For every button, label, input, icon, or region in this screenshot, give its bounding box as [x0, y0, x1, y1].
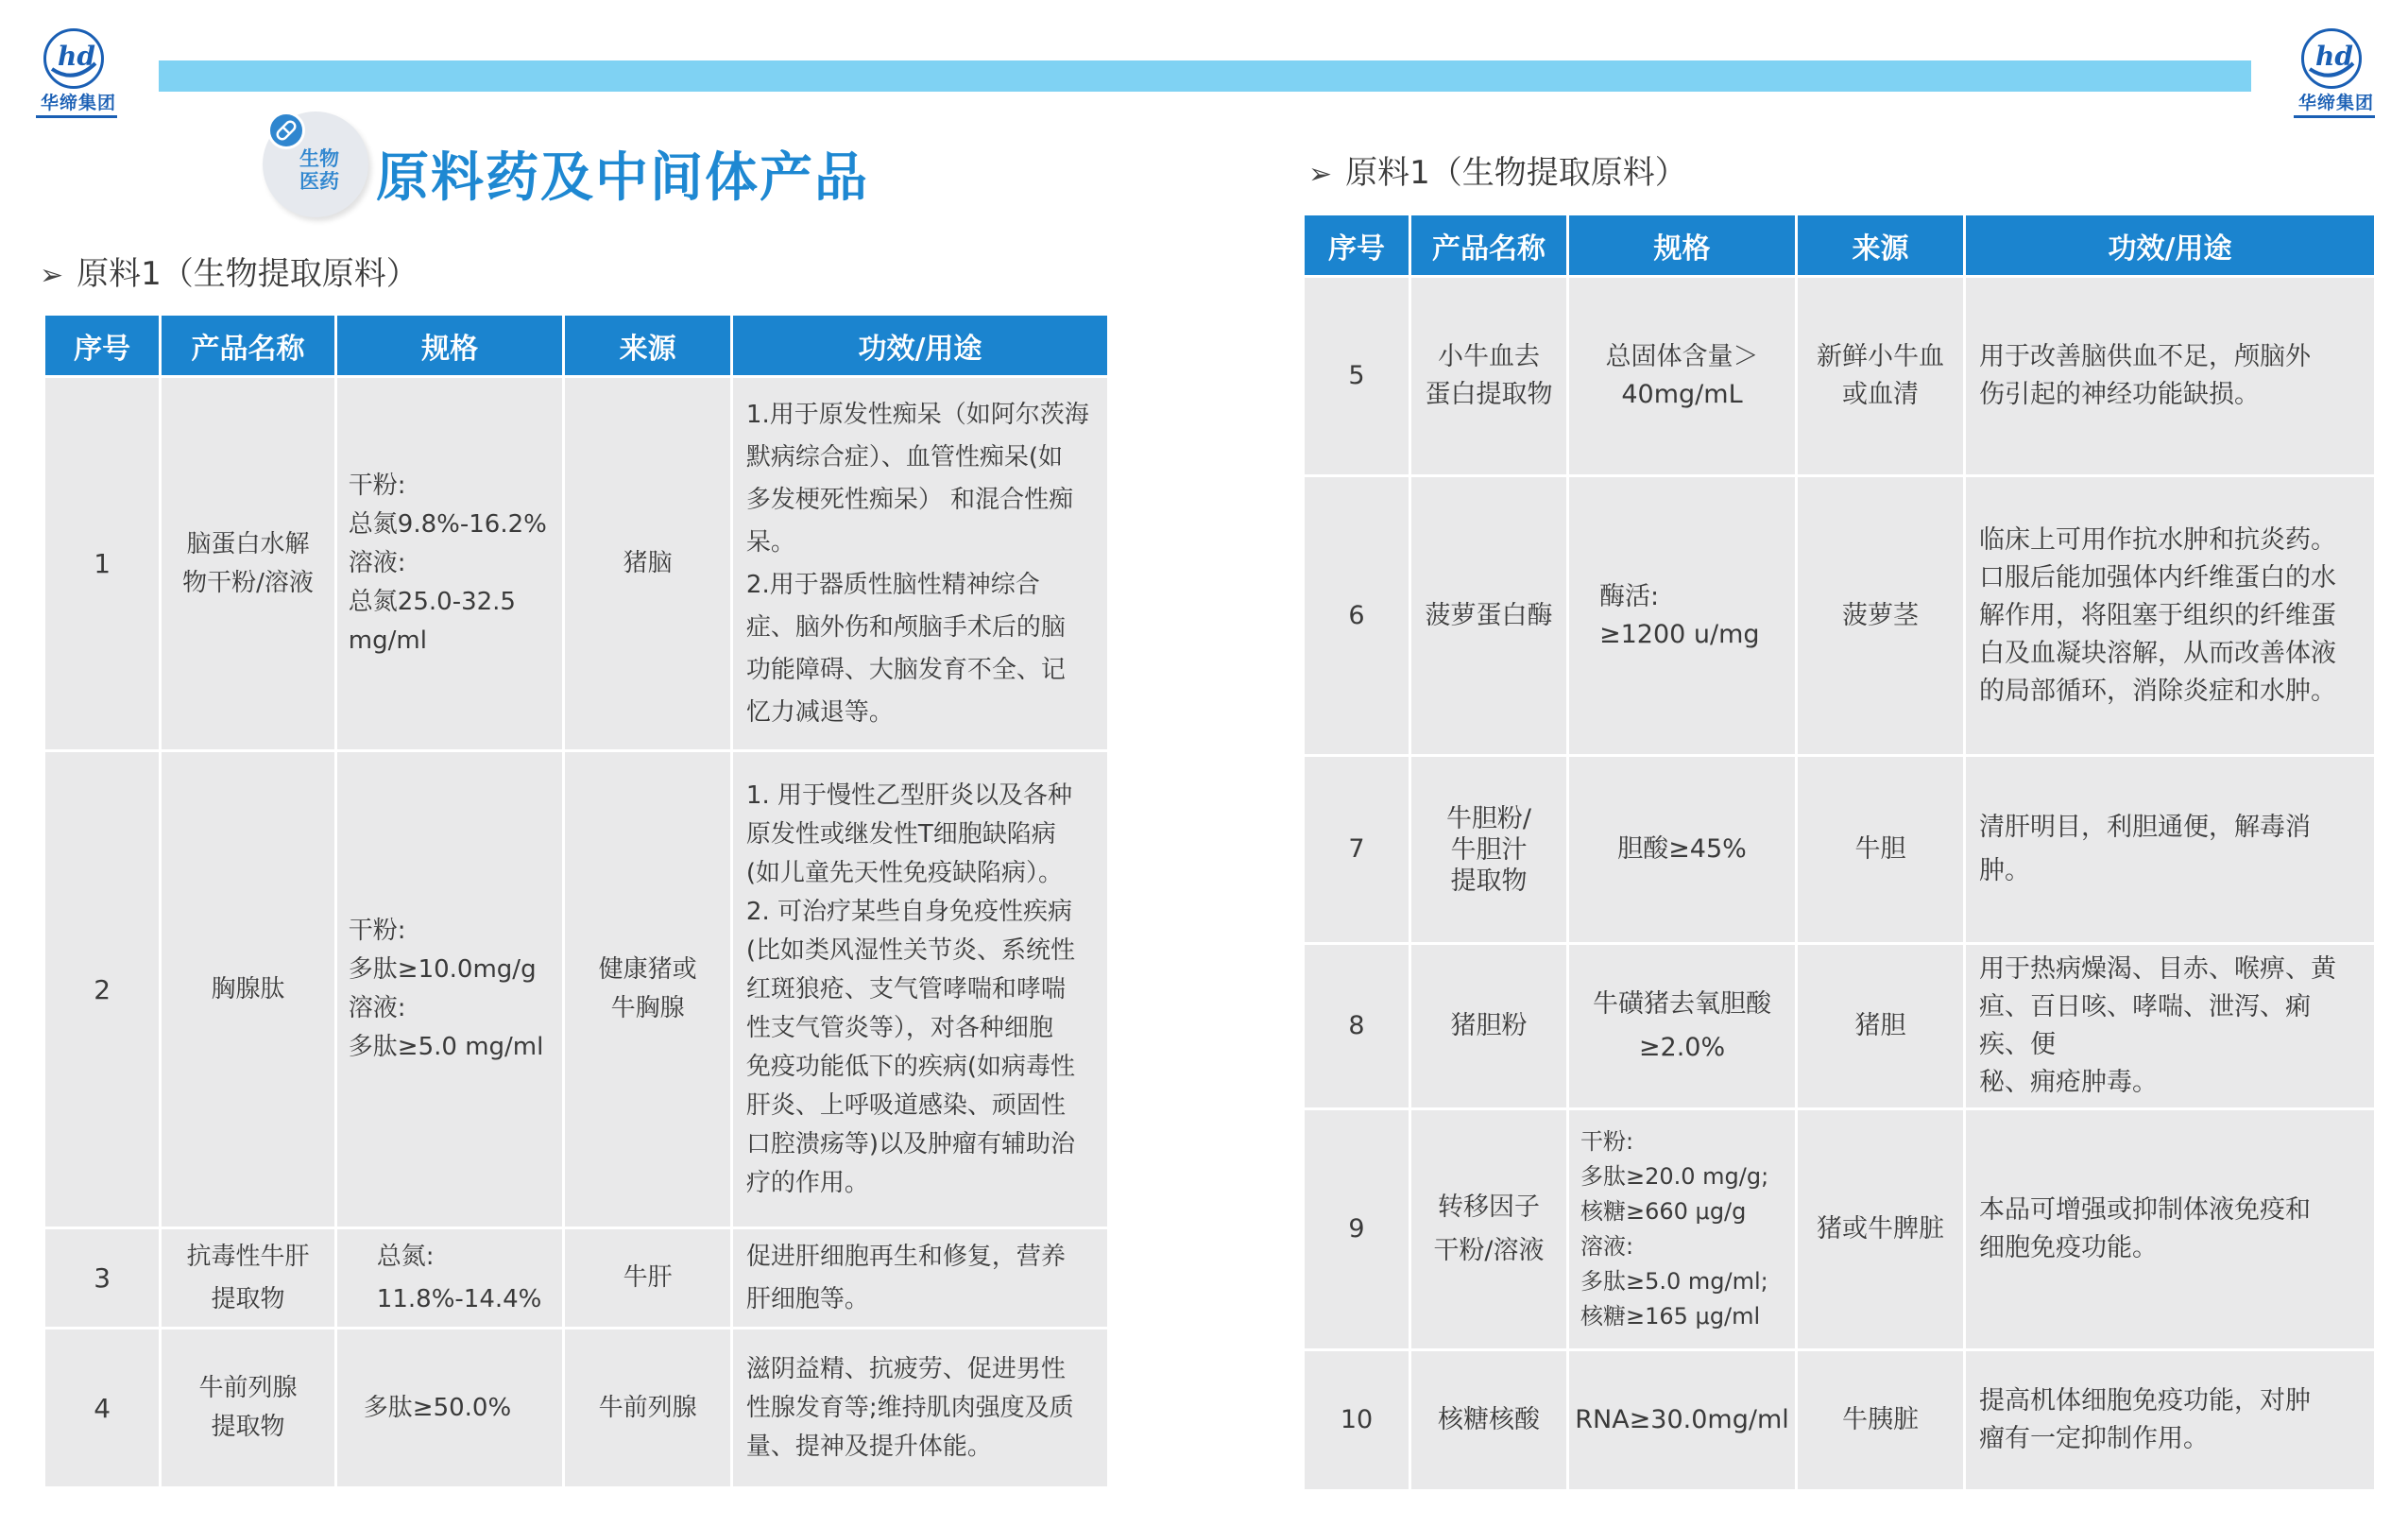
- product-spec: 总氮: 11.8%-14.4%: [337, 1229, 563, 1327]
- svg-text:hd: hd: [2315, 41, 2353, 72]
- section-title-text: 原料1（生物提取原料）: [77, 255, 418, 293]
- product-table-right: [1302, 213, 2377, 1492]
- row-number: 8: [1305, 945, 1409, 1107]
- table-row: [1305, 757, 2374, 942]
- product-source: 牛前列腺: [565, 1330, 729, 1486]
- product-source: 猪胆: [1798, 945, 1963, 1107]
- product-effect: 本品可增强或抑制体液免疫和 细胞免疫功能。: [1966, 1110, 2374, 1348]
- product-source: 牛肝: [565, 1229, 729, 1327]
- company-logo-left: [36, 28, 121, 132]
- logo-name: 华缔集团: [40, 93, 116, 113]
- col-header-effect: 功效/用途: [733, 316, 1107, 375]
- section-title-right: [1308, 146, 1687, 193]
- col-header-source: 来源: [1798, 215, 1963, 275]
- product-effect: 1. 用于慢性乙型肝炎以及各种 原发性或继发性T细胞缺陷病 (如儿童先天性免疫缺陷病）。 2. 可治疗某些自身免疫性疾病 (比如类风湿性关节炎、系统性 红斑狼疮、支气管哮喘和哮喘 性支气管炎等），对各种细胞 免疫功能低下的疾病(如病毒性 肝炎、上呼吸道感染、顽固性 口腔溃疡等)以及肿瘤有辅助治 疗的作用。: [733, 752, 1107, 1227]
- product-spec: 牛磺猪去氧胆酸 ≥2.0%: [1569, 945, 1795, 1107]
- logo-mark-icon: [2301, 28, 2362, 89]
- svg-text:hd: hd: [58, 41, 95, 72]
- product-source: 健康猪或 牛胸腺: [565, 752, 729, 1227]
- product-spec: 干粉: 多肽≥20.0 mg/g; 核糖≥660 μg/g 溶液: 多肽≥5.0 mg/ml; 核糖≥165 μg/ml: [1569, 1110, 1795, 1348]
- category-badge: [263, 112, 368, 217]
- product-effect: 提高机体细胞免疫功能，对肿 瘤有一定抑制作用。: [1966, 1351, 2374, 1489]
- company-logo-right: [2294, 28, 2379, 132]
- product-name: 牛胆粉/ 牛胆汁 提取物: [1411, 757, 1566, 942]
- product-spec: 多肽≥50.0%: [337, 1330, 563, 1486]
- col-header-no: 序号: [1305, 215, 1409, 275]
- col-header-no: 序号: [45, 316, 159, 375]
- col-header-effect: 功效/用途: [1966, 215, 2374, 275]
- product-source: 新鲜小牛血 或血清: [1798, 278, 1963, 474]
- product-name: 猪胆粉: [1411, 945, 1566, 1107]
- product-effect: 促进肝细胞再生和修复，营养 肝细胞等。: [733, 1229, 1107, 1327]
- product-name: 牛前列腺 提取物: [162, 1330, 333, 1486]
- product-spec: 干粉: 多肽≥10.0mg/g 溶液: 多肽≥5.0 mg/ml: [337, 752, 563, 1227]
- product-name: 抗毒性牛肝 提取物: [162, 1229, 333, 1327]
- arrow-bullet-icon: ➢: [40, 259, 64, 292]
- table-row: [45, 752, 1107, 1227]
- logo-name: 华缔集团: [2297, 93, 2374, 113]
- product-effect: 用于改善脑供血不足，颅脑外 伤引起的神经功能缺损。: [1966, 278, 2374, 474]
- arrow-bullet-icon: ➢: [1308, 158, 1333, 191]
- section-title-text: 原料1（生物提取原料）: [1345, 154, 1687, 192]
- product-effect: 1.用于原发性痴呆（如阿尔茨海 默病综合症）、血管性痴呆(如 多发梗死性痴呆） 和混合性痴 呆。 2.用于器质性脑性精神综合 症、脑外伤和颅脑手术后的脑 功能障碍、大脑发育不全、记 忆力减退等。: [733, 378, 1107, 749]
- row-number: 3: [45, 1229, 159, 1327]
- row-number: 10: [1305, 1351, 1409, 1489]
- col-header-spec: 规格: [337, 316, 563, 375]
- row-number: 1: [45, 378, 159, 749]
- col-header-name: 产品名称: [1411, 215, 1566, 275]
- table-header-row: [1305, 215, 2374, 275]
- table-row: [45, 378, 1107, 749]
- row-number: 4: [45, 1330, 159, 1486]
- product-source: 菠萝茎: [1798, 477, 1963, 754]
- product-table-left: [43, 313, 1110, 1489]
- product-spec: 酶活: ≥1200 u/mg: [1569, 477, 1795, 754]
- product-source: 猪脑: [565, 378, 729, 749]
- product-name: 转移因子 干粉/溶液: [1411, 1110, 1566, 1348]
- table-header-row: [45, 316, 1107, 375]
- badge-label: [285, 147, 353, 193]
- page-title: 原料药及中间体产品: [376, 147, 869, 209]
- product-effect: 滋阴益精、抗疲劳、促进男性 性腺发育等;维持肌肉强度及质 量、提神及提升体能。: [733, 1330, 1107, 1486]
- product-source: 牛胰脏: [1798, 1351, 1963, 1489]
- table-row: [1305, 945, 2374, 1107]
- top-accent-bar: [159, 60, 2251, 92]
- badge-line-1: 生物: [299, 147, 339, 170]
- table-row: [1305, 278, 2374, 474]
- product-name: 菠萝蛋白酶: [1411, 477, 1566, 754]
- product-spec: 总固体含量＞ 40mg/mL: [1569, 278, 1795, 474]
- logo-underline: [36, 115, 117, 118]
- product-name: 小牛血去 蛋白提取物: [1411, 278, 1566, 474]
- badge-line-2: 医药: [299, 170, 339, 193]
- col-header-name: 产品名称: [162, 316, 333, 375]
- product-spec: 胆酸≥45%: [1569, 757, 1795, 942]
- logo-mark-icon: [43, 28, 104, 89]
- logo-underline: [2294, 115, 2375, 118]
- product-name: 胸腺肽: [162, 752, 333, 1227]
- product-source: 猪或牛脾脏: [1798, 1110, 1963, 1348]
- table-row: [1305, 1351, 2374, 1489]
- row-number: 9: [1305, 1110, 1409, 1348]
- product-name: 脑蛋白水解 物干粉/溶液: [162, 378, 333, 749]
- product-spec: RNA≥30.0mg/ml: [1569, 1351, 1795, 1489]
- col-header-source: 来源: [565, 316, 729, 375]
- capsule-icon: [267, 112, 305, 149]
- product-effect: 清肝明目，利胆通便，解毒消 肿。: [1966, 757, 2374, 942]
- table-row: [1305, 1110, 2374, 1348]
- row-number: 2: [45, 752, 159, 1227]
- product-effect: 用于热病燥渴、目赤、喉痹、黄 疸、百日咳、哮喘、泄泻、痢疾、便 秘、痈疮肿毒。: [1966, 945, 2374, 1107]
- col-header-spec: 规格: [1569, 215, 1795, 275]
- product-effect: 临床上可用作抗水肿和抗炎药。 口服后能加强体内纤维蛋白的水 解作用，将阻塞于组织的纤维蛋 白及血凝块溶解，从而改善体液 的局部循环，消除炎症和水肿。: [1966, 477, 2374, 754]
- section-title-left: [40, 248, 418, 294]
- product-name: 核糖核酸: [1411, 1351, 1566, 1489]
- row-number: 6: [1305, 477, 1409, 754]
- table-row: [45, 1330, 1107, 1486]
- row-number: 5: [1305, 278, 1409, 474]
- table-row: [45, 1229, 1107, 1327]
- product-spec: 干粉: 总氮9.8%-16.2% 溶液: 总氮25.0-32.5 mg/ml: [337, 378, 563, 749]
- product-source: 牛胆: [1798, 757, 1963, 942]
- row-number: 7: [1305, 757, 1409, 942]
- table-row: [1305, 477, 2374, 754]
